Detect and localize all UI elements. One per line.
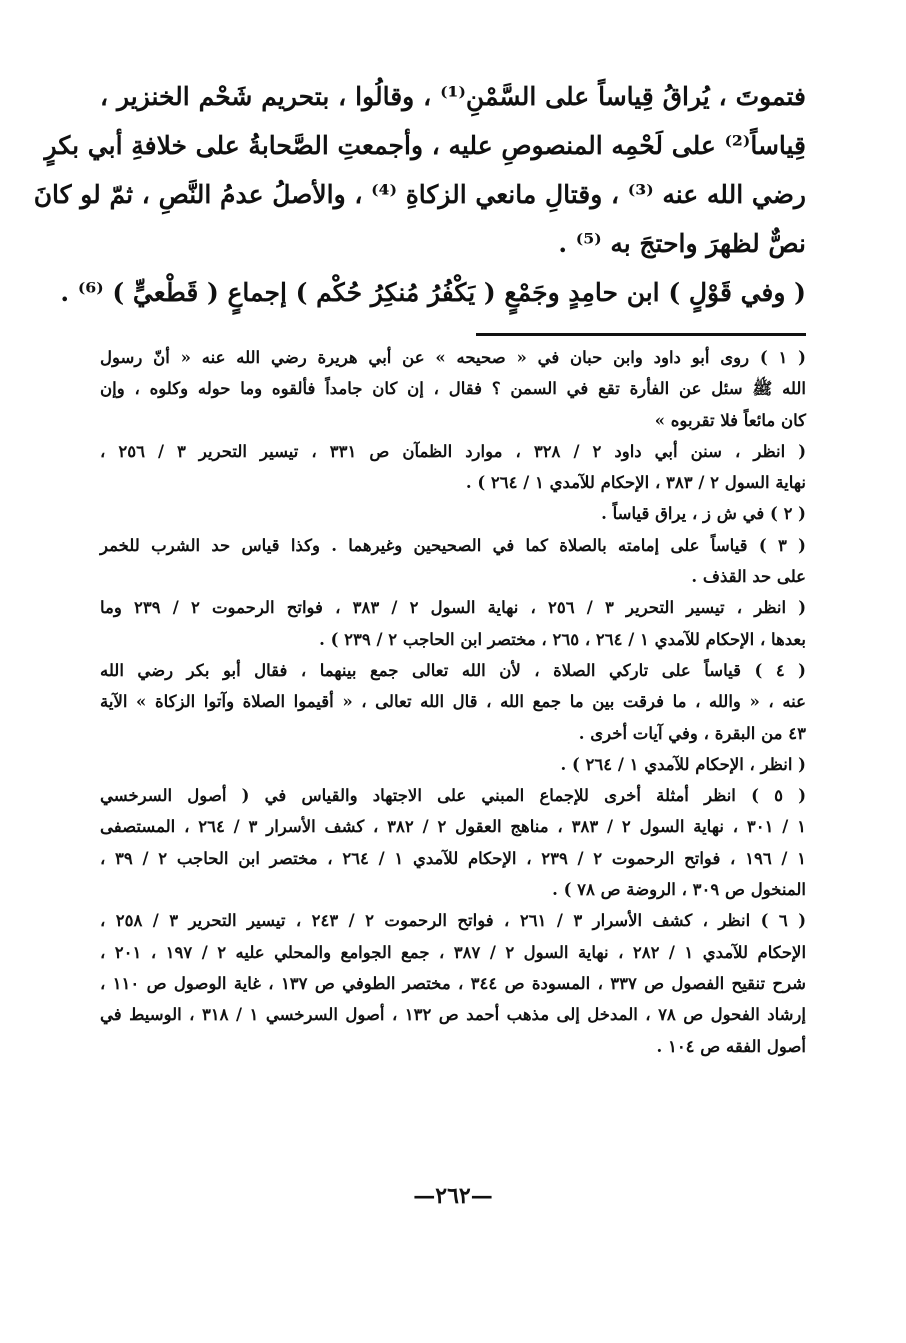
footnote-line: المنخول ص ٣٠٩ ، الروضة ص ٧٨ ) . [552,880,806,900]
main-line: نصٌّ لظهرَ واحتجَ به ⁽⁵⁾ . [558,229,806,258]
footnote-line: ( ٥ ) انظر أمثلة أخرى للإجماع المبني على الاجتهاد والقياس في ( أصول السرخسي [100,786,806,806]
footnote-line: على حد القذف . [691,567,806,587]
footnote-line: الإحكام للآمدي ١ / ٢٨٢ ، نهاية السول ٢ / ٣٨٧ ، جمع الجوامع والمحلي عليه ٢ / ١٩٧ ، ٢٠١ ، [100,942,807,962]
footnote-line: ١ / ٣٠١ ، نهاية السول ٢ / ٣٨٣ ، مناهج العقول ٢ / ٣٨٢ ، كشف الأسرار ٣ / ٢٦٤ ، المستصفى [100,817,807,837]
footnote-line: أصول الفقه ص ١٠٤ . [656,1036,806,1056]
footnote-line: ( انظر ، تيسير التحرير ٣ / ٢٥٦ ، نهاية السول ٢ / ٣٨٣ ، فواتح الرحموت ٢ / ٢٣٩ وما [100,598,807,618]
footnote-line: كان مائعاً فلا تقربوه » [654,410,806,430]
footnote-line: ( ١ ) روى أبو داود وابن حبان في « صحيحه » عن أبي هريرة رضي الله عنه « أنّ رسول [100,348,806,367]
main-line: قِياساً⁽²⁾ على لَحْمِه المنصوصِ عليه ، وأجمعتِ الصَّحابةُ على خلافةِ أبي بكرٍ [44,131,806,160]
main-line: رضي الله عنه ⁽³⁾ ، وقتالِ مانعي الزكاةِ ⁽⁴⁾ ، والأصلُ عدمُ النَّصِ ، ثمّ لو كانَ [33,180,806,209]
footnote-line: إرشاد الفحول ص ٧٨ ، المدخل إلى مذهب أحمد ص ١٣٢ ، أصول السرخسي ١ / ٣١٨ ، الوسيط في [100,1005,806,1025]
page-number: —٢٦٢— [413,1183,493,1209]
main-line: فتموتَ ، يُراقُ قِياساً على السَّمْنِ⁽¹⁾ ، وقالُوا ، بتحريم شَحْم الخنزير ، [100,82,806,111]
footnote-line: بعدها ، الإحكام للآمدي ١ / ٢٦٤ ، ٢٦٥ ، مختصر ابن الحاجب ٢ / ٢٣٩ ) . [319,629,806,649]
main-text [33,72,806,317]
footnote-line: ٤٣ من البقرة ، وفي آيات أخرى . [578,723,806,743]
footnote-line: شرح تنقيح الفصول ص ٣٣٧ ، المسودة ص ٣٤٤ ، مختصر الطوفي ص ١٣٧ ، غاية الوصول ص ١١٠ ، [100,973,807,993]
footnote-line: ( ٢ ) في ش ز ، يراق قياساً . [601,504,806,524]
footnote-line: ( ٦ ) انظر ، كشف الأسرار ٣ / ٢٦١ ، فواتح الرحموت ٢ / ٢٤٣ ، تيسير التحرير ٣ / ٢٥٨ ، [100,911,807,931]
footnote-line: ( ٣ ) قياساً على إمامته بالصلاة كما في الصحيحين وغيرهما . وكذا قياس حد الشرب للخمر [100,535,806,555]
footnote-divider [476,333,806,336]
footnote-line: ( ٤ ) قياساً على تاركي الصلاة ، لأن الله تعالى جمع بينهما ، فقال أبو بكر رضي الله [100,660,806,680]
main-line: ( وفي قَوْلٍ ) ابن حامِدٍ وجَمْعٍ ( يَكْفُرُ مُنكِرُ حُكْم ) إجماعٍ ( قَطْعيٍّ ) ⁽⁶⁾ . [60,278,806,307]
footnote-line: ١ / ١٩٦ ، فواتح الرحموت ٢ / ٢٣٩ ، الإحكام للآمدي ١ / ٢٦٤ ، مختصر ابن الحاجب ٢ / ٣٩ ، [100,848,807,868]
footnote-line: الله ﷺ سئل عن الفأرة تقع في السمن ؟ فقال ، إن كان جامداً فألقوه وما حوله وكلوه ، وإن [100,379,806,399]
footnote-line: ( انظر ، الإحكام للآمدي ١ / ٢٦٤ ) . [560,754,806,774]
footnote-line: عنه ، « والله ، ما فرقت بين ما جمع الله ، قال الله تعالى ، « أقيموا الصلاة وآتوا الزكاة » الآية [100,692,806,712]
footnote-line: نهاية السول ٢ / ٣٨٣ ، الإحكام للآمدي ١ / ٢٦٤ ) . [465,473,806,493]
footnotes [100,342,806,1062]
footnote-line: ( انظر ، سنن أبي داود ٢ / ٣٢٨ ، موارد الظمآن ص ٣٣١ ، تيسير التحرير ٣ / ٢٥٦ ، [100,441,807,461]
